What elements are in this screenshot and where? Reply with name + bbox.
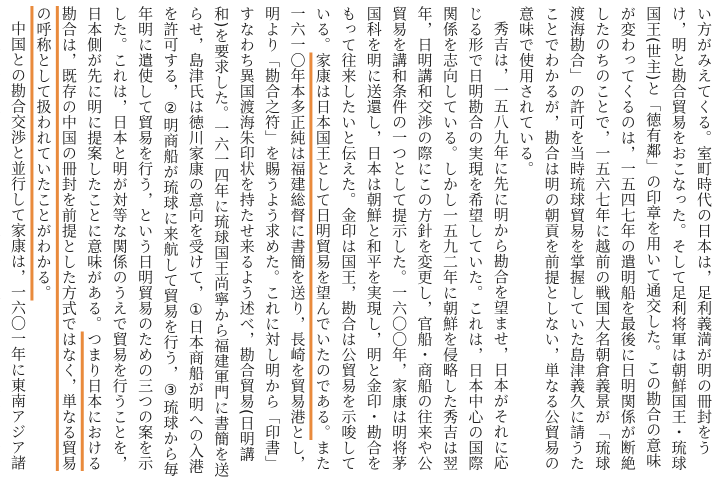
vertical-text-body (4, 6, 716, 478)
text-run: また一六一〇年本多正純は福建総督に書簡を送り，長崎を貿易港とし，明より「勘合之符」を賜うよう求めた。これに対し明から「印書」すなわち異国渡海朱印状を持たせ来るよう述べ，勘合貿易(日明講和)を要求した。一六一四年に琉球国王尚寧から福建軍門に書簡を送らせ，島津氏は徳川家康の意向を受けて，①日本商船が明への入港を許可する，②明商船が琉球に来航して貿易を行う，③琉球から毎年明に遣使して貿易を行う，という日明貿易のための三つの案を示した。これは，日本と明が対等な関係のうえで貿易を行うことを，日本側が先に明に提案したことに意味がある。 (85, 6, 332, 478)
text-run: い方がみえてくる。室町時代の日本は，足利義満が明の冊封をうけ，明と勘合貿易をおこなった。そして足利将軍は朝鮮国王・琉球国王(世主)と「徳有鄰」の印章を用いて通交した。この勘合の意味が変わってくるのは，一五四七年の遣明船を最後に日明関係が断絶したのちのことで，一五六七年に越前の戦国大名朝倉義景が「琉球渡海勘合」の許可を当時琉球貿易を掌握していた島津義久に請うたことでわかるが，勘合は明の朝貢を前提としない，単なる公貿易の意味で使用されている。 (517, 6, 713, 471)
paragraph-1 (513, 6, 716, 478)
highlighted-text-run: つまり日本における勘合は，既存の中国の冊封を前提とした方式ではなく，単なる貿易の呼称として扱われていたことがわかる。 (34, 6, 104, 471)
paragraph-2 (30, 6, 513, 478)
text-run: 秀吉は，一五八九年に先に明から勘合を望ませ，日本がそれに応じる形で日明勘合の実現を希望していた。これは，日本中心の国際関係を志向している。しかし一五九二年に朝鮮を侵略した秀吉は翌年，日明講和交渉の際にこの方針を変更し，官船・商船の往来や公貿易を講和条件の一つとして提示した。一六〇〇年，家康は明将茅国科を明に送還し，日本は朝鮮と和平を実現し，明と金印・勘合をもって往来したいと伝えた。金印は国王，勘合は公貿易を示唆している。 (313, 6, 510, 471)
text-run: 中国との勘合交渉と並行して家康は，一六〇一年に東南アジア諸 (9, 21, 28, 471)
paragraph-3 (0, 6, 30, 478)
highlighted-text-run: 家康は日本国王として日明貿易を望んでいたのである。 (313, 52, 332, 440)
